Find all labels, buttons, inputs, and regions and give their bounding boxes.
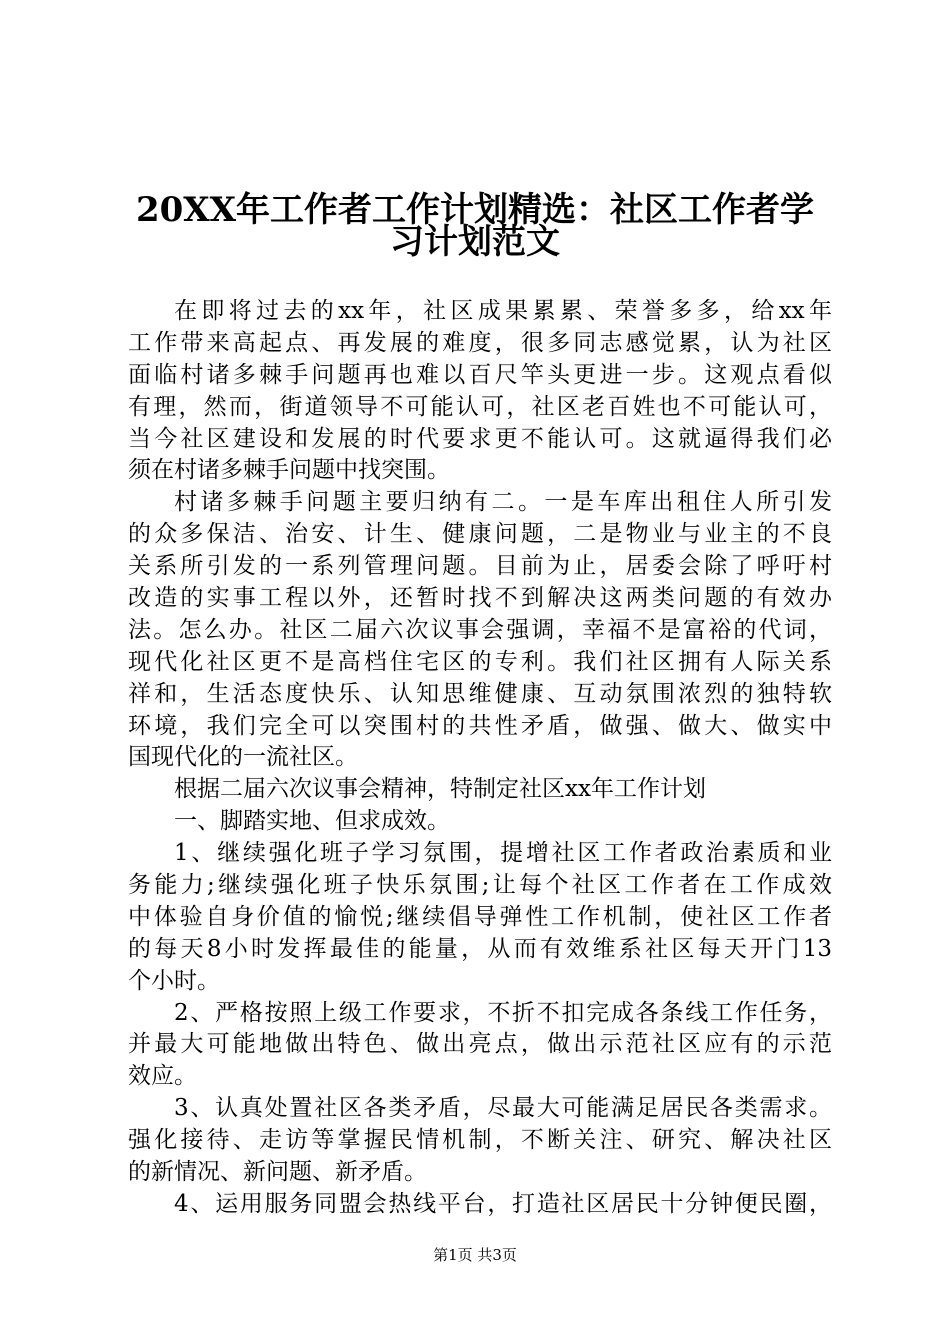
body-line: 3、认真处置社区各类矛盾，尽最大可能满足居民各类需求。 [174, 1095, 832, 1122]
body-line: 改造的实事工程以外，还暂时找不到解决这两类问题的有效办 [128, 585, 832, 612]
body-line: 现代化社区更不是高档住宅区的专利。我们社区拥有人际关系 [128, 648, 832, 675]
body-line: 当今社区建设和发展的时代要求更不能认可。这就逼得我们必 [128, 425, 832, 452]
body-line: 一、脚踏实地、但求成效。 [174, 808, 450, 835]
body-line: 须在村诸多棘手问题中找突围。 [128, 457, 450, 484]
body-line: 国现代化的一流社区。 [128, 744, 358, 771]
body-line: 务能力;继续强化班子快乐氛围;让每个社区工作者在工作成效 [128, 872, 832, 899]
body-line: 在即将过去的xx年，社区成果累累、荣誉多多，给xx年 [174, 298, 832, 324]
document-title-line-2: 习计划范文 [390, 222, 560, 262]
page-footer: 第1页 共3页 [433, 1246, 517, 1264]
body-line: 有理，然而，街道领导不可能认可，社区老百姓也不可能认可， [128, 393, 832, 420]
body-line: 1、继续强化班子学习氛围，提增社区工作者政治素质和业 [174, 840, 832, 867]
body-line: 关系所引发的一系列管理问题。目前为止，居委会除了呼吁村 [128, 553, 832, 580]
body-line: 个小时。 [128, 967, 220, 994]
body-line: 的每天8小时发挥最佳的能量，从而有效维系社区每天开门13 [128, 935, 832, 962]
body-line: 面临村诸多棘手问题再也难以百尺竿头更进一步。这观点看似 [128, 361, 832, 388]
body-line: 强化接待、走访等掌握民情机制，不断关注、研究、解决社区 [128, 1127, 832, 1154]
body-line: 根据二届六次议事会精神，特制定社区xx年工作计划 [174, 776, 706, 803]
body-line: 的众多保洁、治安、计生、健康问题，二是物业与业主的不良 [128, 521, 832, 548]
body-line: 4、运用服务同盟会热线平台，打造社区居民十分钟便民圈， [174, 1190, 832, 1217]
document-body [128, 296, 832, 1221]
body-line: 村诸多棘手问题主要归纳有二。一是车库出租住人所引发 [174, 489, 832, 516]
body-line: 并最大可能地做出特色、做出亮点，做出示范社区应有的示范 [128, 1031, 832, 1058]
body-line: 2、严格按照上级工作要求，不折不扣完成各条线工作任务， [174, 999, 832, 1026]
body-line: 工作带来高起点、再发展的难度，很多同志感觉累，认为社区 [128, 329, 832, 356]
body-line: 中体验自身价值的愉悦;继续倡导弹性工作机制，使社区工作者 [128, 903, 832, 930]
body-line: 环境，我们完全可以突围村的共性矛盾，做强、做大、做实中 [128, 712, 832, 739]
body-line: 效应。 [128, 1063, 197, 1090]
body-line: 祥和，生活态度快乐、认知思维健康、互动氛围浓烈的独特软 [128, 680, 832, 707]
document-title-line-1: 20XX年工作者工作计划精选：社区工作者学 [135, 190, 815, 230]
body-line: 的新情况、新问题、新矛盾。 [128, 1159, 427, 1186]
body-line: 法。怎么办。社区二届六次议事会强调，幸福不是富裕的代词， [128, 616, 832, 643]
